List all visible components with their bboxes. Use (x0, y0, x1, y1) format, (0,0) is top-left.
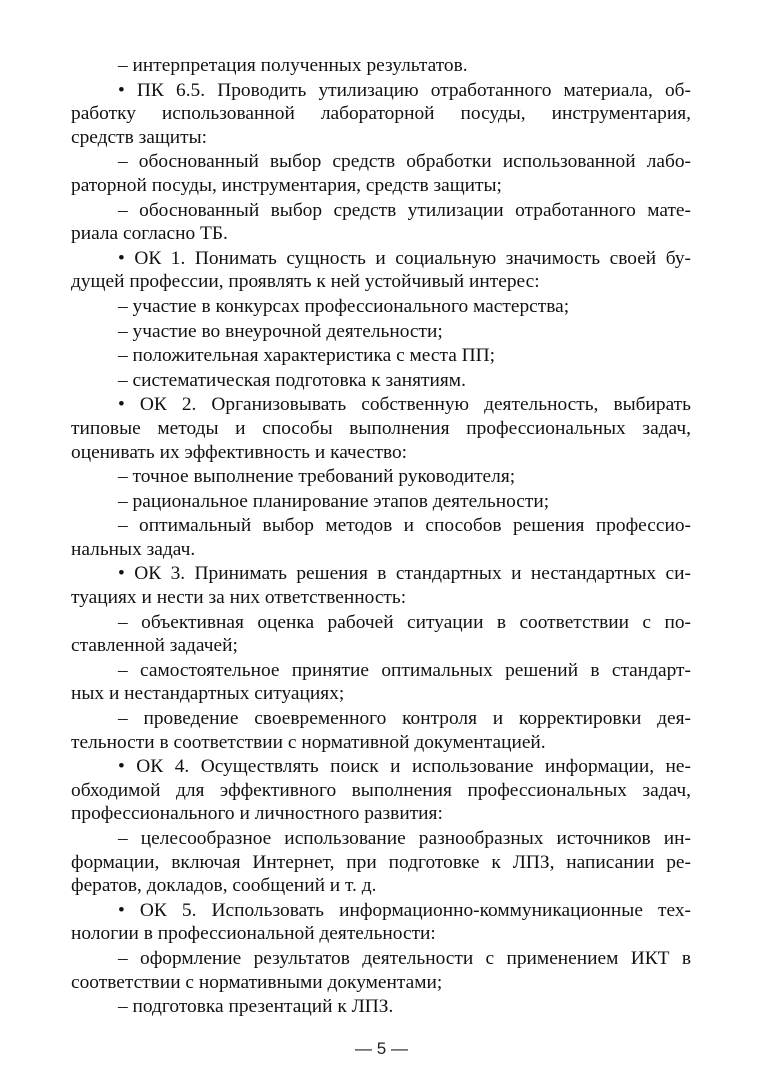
list-item (71, 707, 691, 754)
list-item (71, 659, 691, 706)
text-line: ставленной задачей; (71, 635, 238, 657)
text-line: типовые методы и способы выполнения профессиональных задач, (71, 417, 691, 439)
competency-item (71, 562, 691, 609)
list-item (71, 369, 691, 393)
text-line: – положительная характеристика с места ПП; (118, 345, 496, 367)
text-line: тельности в соответствии с нормативной документацией. (71, 731, 546, 753)
list-item (71, 199, 691, 246)
text-line: • ОК 3. Принимать решения в стандартных и нестандартных си- (118, 563, 691, 585)
text-line: обходимой для эффективного выполнения профессиональных задач, (71, 779, 691, 801)
page-body (71, 54, 691, 1020)
list-item (71, 995, 691, 1019)
text-line: фератов, докладов, сообщений и т. д. (71, 875, 377, 897)
text-line: – объективная оценка рабочей ситуации в соответствии с по- (118, 611, 691, 633)
text-line: ных и нестандартных ситуациях; (71, 683, 345, 705)
text-line: оценивать их эффективность и качество: (71, 441, 408, 463)
text-line: – оптимальный выбор методов и способов решения профессио- (118, 515, 691, 537)
text-line: – интерпретация полученных результатов. (118, 55, 468, 76)
text-line: – проведение своевременного контроля и корректировки дея- (118, 708, 691, 730)
text-line: профессионального и личностного развития: (71, 803, 443, 825)
list-item (71, 54, 691, 78)
text-line: – подготовка презентаций к ЛПЗ. (118, 996, 394, 1018)
text-line: – целесообразное использование разнообразных источников ин- (118, 828, 691, 849)
competency-item (71, 247, 691, 294)
text-line: – рациональное планирование этапов деятельности; (118, 490, 550, 512)
list-item (71, 514, 691, 561)
competency-item (71, 899, 691, 946)
text-line: дущей профессии, проявлять к ней устойчивый интерес: (71, 271, 540, 293)
list-item (71, 344, 691, 368)
text-line: – участие во внеурочной деятельности; (118, 320, 443, 342)
text-line: – точное выполнение требований руководителя; (118, 466, 516, 488)
text-line: – оформление результатов деятельности с применением ИКТ в (118, 947, 691, 969)
text-line: нальных задач. (71, 538, 196, 560)
text-line: формации, включая Интернет, при подготовке к ЛПЗ, написании ре- (71, 851, 691, 873)
text-line: – обоснованный выбор средств обработки использованной лабо- (118, 151, 691, 173)
page-number: — 5 — (355, 1039, 408, 1058)
text-line: риала согласно ТБ. (71, 223, 228, 245)
text-line: работку использованной лабораторной посуды, инструментария, (71, 103, 691, 125)
competency-item (71, 755, 691, 826)
text-line: туациях и нести за них ответственность: (71, 587, 407, 609)
text-line: • ОК 4. Осуществлять поиск и использование информации, не- (118, 756, 691, 778)
list-item (71, 150, 691, 197)
text-line: средств защиты: (71, 126, 208, 148)
list-item (71, 320, 691, 344)
text-line: – обоснованный выбор средств утилизации отработанного мате- (118, 199, 691, 221)
list-item (71, 827, 691, 898)
text-line: – систематическая подготовка к занятиям. (118, 369, 466, 391)
list-item (71, 611, 691, 658)
text-line: • ПК 6.5. Проводить утилизацию отработанного материала, об- (118, 79, 691, 101)
competency-item (71, 393, 691, 464)
text-line: нологии в профессиональной деятельности: (71, 923, 436, 945)
list-item (71, 490, 691, 514)
competency-item (71, 79, 691, 150)
text-line: • ОК 5. Использовать информационно-коммуникационные тех- (118, 899, 691, 921)
text-line: соответствии с нормативными документами; (71, 971, 443, 993)
list-item (71, 947, 691, 994)
text-line: раторной посуды, инструментария, средств защиты; (71, 174, 502, 196)
text-line: • ОК 1. Понимать сущность и социальную значимость своей бу- (118, 247, 691, 269)
list-item (71, 295, 691, 319)
text-line: • ОК 2. Организовывать собственную деятельность, выбирать (118, 394, 691, 416)
list-item (71, 465, 691, 489)
text-line: – самостоятельное принятие оптимальных решений в стандарт- (118, 659, 691, 681)
text-line: – участие в конкурсах профессионального мастерства; (118, 295, 570, 317)
